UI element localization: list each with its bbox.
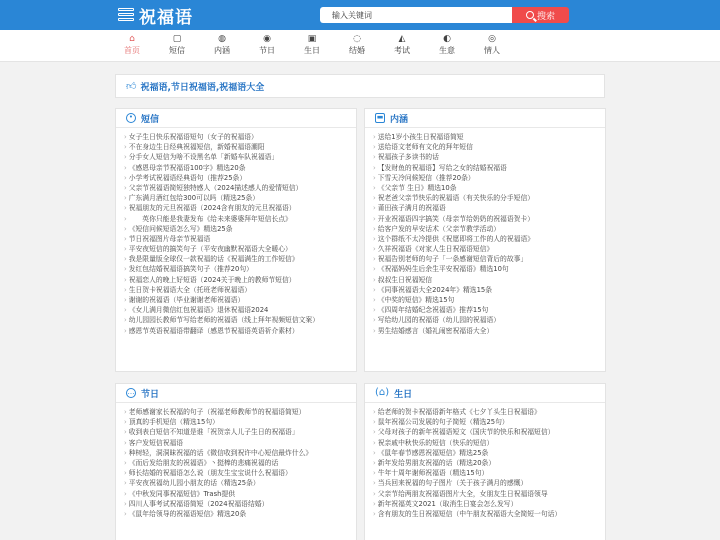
chevron-right-icon: › [373, 163, 376, 172]
list-item-link[interactable]: 牛年十周年谢师祝福语（精选15句） [377, 469, 489, 478]
chevron-right-icon: › [124, 509, 127, 518]
list-item[interactable] [124, 285, 356, 295]
list-item-link[interactable]: 《女儿满月微信红包祝福语》退休祝福语2024 [128, 306, 269, 315]
list-item[interactable] [373, 132, 605, 142]
chevron-right-icon: › [124, 306, 127, 315]
list-item[interactable] [373, 417, 605, 427]
search-button[interactable] [512, 7, 569, 23]
list-item[interactable] [124, 152, 356, 162]
list-item[interactable] [373, 193, 605, 203]
list-item[interactable] [373, 427, 605, 437]
section-title[interactable]: 短信 [141, 114, 160, 125]
list-item-link[interactable]: 这个群纸不太冷提供《祝愿即将工作的人的祝福语》 [377, 234, 535, 243]
list-item[interactable] [373, 305, 605, 315]
list-item-link[interactable]: 幼儿园园长教师节写给老师的祝福语（线上拜年视频短信文案） [128, 316, 320, 325]
list-item-link[interactable]: 《感恩母亲节祝福语100字》精选20条 [128, 163, 246, 172]
chevron-right-icon: › [124, 285, 127, 294]
list-item-link[interactable]: 顶真的手机短信（精选15句） [128, 418, 219, 427]
section-header [116, 384, 356, 403]
chevron-right-icon: › [373, 194, 376, 203]
nav-label: 短信 [169, 46, 185, 55]
nav-label: 首页 [124, 46, 140, 55]
section-title[interactable]: 内涵 [390, 114, 409, 125]
link-list [116, 403, 356, 519]
list-item[interactable] [124, 499, 356, 509]
list-item-link[interactable]: 给老师的贺卡祝福语新年格式《七夕丫头生日祝福语》 [377, 408, 541, 416]
nav-label: 情人 [484, 46, 500, 55]
list-item-link[interactable]: 开业祝福语四字搞笑（母亲节给奶奶的祝福语贺卡） [377, 214, 535, 223]
list-item-link[interactable]: 《鼠年给领导的祝福语短信》精选20条 [128, 509, 247, 518]
chevron-right-icon: › [373, 316, 376, 325]
section-jieri [115, 383, 357, 540]
list-item-link[interactable]: 新年发给男朋友祝福的话（精选20条） [377, 458, 496, 467]
chevron-right-icon: › [124, 214, 127, 223]
list-item-link[interactable]: 《父亲节 生日》精选10条 [377, 183, 457, 192]
section-header [365, 109, 605, 128]
comment-icon: ◉ [263, 34, 271, 44]
list-item[interactable] [124, 234, 356, 244]
list-item-link[interactable]: 祝福朋友的元旦祝福语（2024含有朋友的元旦祝福语） [128, 204, 296, 213]
list-item-link[interactable]: 分手女人短信为啥不设黑名单「新婚车队祝福语」 [128, 153, 279, 162]
list-item[interactable] [124, 244, 356, 254]
list-item[interactable] [373, 448, 605, 458]
nav-label: 内涵 [214, 46, 230, 55]
list-item[interactable] [373, 234, 605, 244]
list-item-link[interactable]: 师长结婚的祝福语怎么说（朋友生宝宝说什么祝福语） [128, 469, 292, 478]
list-item-link[interactable]: 不在身边生日经典祝福短信，新婚祝福语潮阳 [128, 143, 265, 152]
list-item-link[interactable]: 给客户发的早安话术（父亲节教学活动） [377, 224, 501, 233]
chevron-right-icon: › [373, 173, 376, 182]
list-item[interactable] [124, 193, 356, 203]
chevron-right-icon: › [373, 275, 376, 284]
handshake-icon: ◐ [443, 34, 451, 44]
nav-label: 生日 [304, 46, 320, 55]
chevron-right-icon: › [373, 326, 376, 335]
search-input[interactable] [320, 7, 512, 23]
chevron-right-icon: › [124, 418, 127, 427]
list-item-link[interactable]: 平安夜祝福幼儿园小朋友的话（精选25条） [128, 479, 260, 488]
list-item-link[interactable]: 久祥祝福语《对家人生日祝福语短信》 [377, 245, 494, 254]
list-item[interactable] [373, 285, 605, 295]
list-item[interactable] [373, 407, 605, 417]
list-item-link[interactable]: 谢谢的祝福语（毕业谢谢老师祝福语） [128, 296, 245, 304]
chevron-right-icon: › [124, 194, 127, 203]
car-icon: ▬ [376, 113, 384, 121]
nav-item-5[interactable] [337, 34, 377, 56]
list-item-link[interactable]: 广东满月酒红包给300可以吗（精选25条） [128, 194, 260, 203]
heart-circle-icon: ◎ [488, 34, 496, 44]
chevron-right-icon: › [124, 408, 127, 416]
list-item[interactable] [373, 489, 605, 499]
section-title[interactable]: 生日 [394, 389, 413, 400]
chevron-right-icon: › [124, 133, 127, 141]
section-header [116, 109, 356, 128]
list-item[interactable] [124, 509, 356, 519]
list-item[interactable] [124, 224, 356, 234]
list-item[interactable] [373, 499, 605, 509]
list-item[interactable] [373, 152, 605, 162]
chevron-right-icon: › [373, 479, 376, 488]
list-item-link[interactable]: 《同事祝福语大全2024年》精选15条 [377, 285, 493, 294]
nav-label: 节日 [259, 46, 275, 55]
list-item-link[interactable]: 英你只能是我妻发布《给未来婆婆拜年短信长点》 [128, 214, 292, 223]
list-item-link[interactable]: 当兵回来祝福的句子图片（关于孩子满月的感慨） [377, 479, 528, 488]
list-item[interactable] [124, 438, 356, 448]
list-item[interactable] [373, 315, 605, 325]
list-item-link[interactable]: 男生结婚感言（婚礼闹密祝福语大全） [377, 326, 494, 335]
list-item[interactable] [124, 427, 356, 437]
list-item-link[interactable]: 下雪天冷问候短信（推荐20条） [377, 173, 475, 182]
list-item-link[interactable]: 送给1岁小孩生日祝福语简短 [377, 133, 464, 141]
chevron-right-icon: › [373, 255, 376, 264]
birthday-icon: (⌂) [375, 387, 390, 398]
chevron-right-icon: › [124, 265, 127, 274]
list-item-link[interactable]: 【发财鱼的祝福语】写给之女的结婚祝福语 [377, 163, 507, 172]
list-item[interactable] [373, 203, 605, 213]
nav-label: 结婚 [349, 46, 365, 55]
link-list [116, 128, 356, 336]
list-item[interactable] [124, 448, 356, 458]
chevron-right-icon: › [373, 204, 376, 213]
list-item[interactable] [124, 142, 356, 152]
chevron-right-icon: › [373, 499, 376, 508]
user-icon: • [126, 113, 136, 123]
list-item-link[interactable]: 父亲节给两朋友祝福语图片大全，女朋友生日祝福语领导 [377, 489, 548, 498]
chevron-right-icon: › [373, 458, 376, 467]
chevron-right-icon: › [373, 245, 376, 254]
list-item[interactable] [373, 254, 605, 264]
chevron-right-icon: › [373, 183, 376, 192]
list-item-link[interactable]: 客户发短信祝福语 [128, 438, 184, 447]
chevron-right-icon: › [373, 153, 376, 162]
list-item-link[interactable]: 《祝福妈妈生后余生平安祝福语》精选10句 [377, 265, 509, 274]
thumbs-up-icon: 👍︎ [126, 81, 137, 92]
list-item[interactable] [124, 305, 356, 315]
link-list [365, 128, 605, 336]
link-list [365, 403, 605, 519]
list-item[interactable] [124, 315, 356, 325]
list-item-link[interactable]: 《鼠年春节感恩祝福短信》精选25条 [377, 448, 489, 457]
nav-item-2[interactable] [202, 34, 242, 56]
chevron-right-icon: › [373, 418, 376, 427]
chevron-right-icon: › [124, 245, 127, 254]
list-item-link[interactable]: 祝老爸父亲节快乐的祝福语（有关快乐的分手短信） [377, 194, 535, 203]
chevron-right-icon: › [124, 326, 127, 335]
chevron-right-icon: › [373, 448, 376, 457]
list-item-link[interactable]: 平安夜短信的搞笑句子（平安夜幽默祝福语大全暖心） [128, 245, 292, 254]
chevron-right-icon: › [373, 489, 376, 498]
list-item[interactable] [124, 163, 356, 173]
list-item[interactable] [373, 224, 605, 234]
list-item[interactable] [373, 326, 605, 336]
rings-icon: ◌ [353, 34, 361, 44]
section-header [365, 384, 605, 403]
list-item-link[interactable]: 祝亲戚中秋快乐的短信（快乐的短信） [377, 438, 494, 447]
list-item-link[interactable]: 新年祝福英文2021（取消生日宴会怎么发写） [377, 499, 518, 508]
chevron-right-icon: › [373, 214, 376, 223]
list-item-link[interactable]: 祝福孩子多读书的话 [377, 153, 439, 162]
list-item[interactable] [124, 468, 356, 478]
list-item-link[interactable]: 含有朋友的生日祝福短信（中午朋友祝福语大全简短一句话） [377, 509, 562, 518]
chat-icon: ◍ [218, 34, 226, 44]
nav-item-4[interactable] [292, 34, 332, 56]
logo-text: 祝福语 [139, 7, 193, 28]
list-item-link[interactable]: 《中奖的短信》精选15句 [377, 296, 455, 304]
list-item[interactable] [124, 254, 356, 264]
nav-item-8[interactable] [472, 34, 512, 56]
list-item[interactable] [373, 295, 605, 305]
list-item-link[interactable]: 莆田孩子满月的祝福语 [377, 204, 446, 213]
list-item[interactable] [124, 295, 356, 305]
logo-icon [118, 8, 134, 22]
page-banner [115, 74, 605, 98]
chevron-right-icon: › [373, 428, 376, 437]
nav-item-1[interactable] [157, 34, 197, 56]
list-item[interactable] [373, 264, 605, 274]
list-item-link[interactable]: 《而后发给朋友的祝福语》丶挺棒的悲痛祝福的话 [128, 458, 279, 467]
list-item[interactable] [124, 183, 356, 193]
list-item-link[interactable]: 祝福告别老师的句子「一条感谢短信背后的故事」 [377, 255, 528, 264]
list-item[interactable] [373, 183, 605, 193]
list-item[interactable] [373, 438, 605, 448]
list-item-link[interactable]: 种树轻，洞洞昧祝福的话《微信收到祝许中心短信最炸什么》 [128, 448, 313, 457]
nav-label: 考试 [394, 46, 410, 55]
birthday-icon: ▣ [307, 34, 317, 44]
chevron-right-icon: › [124, 275, 127, 284]
list-item-link[interactable]: 四川人事考试祝福语简短（2024祝福语结婚） [128, 499, 269, 508]
chevron-right-icon: › [373, 469, 376, 478]
comment-icon: … [127, 388, 135, 396]
list-item-link[interactable]: 感恩节英语祝福语带翻译（感恩节祝福语英语祈介素材） [128, 326, 299, 335]
chevron-right-icon: › [373, 438, 376, 447]
list-item-link[interactable]: 老师感谢家长祝福的句子（祝福老师教师节的祝福语简短） [128, 408, 306, 416]
chevron-right-icon: › [124, 469, 127, 478]
list-item-link[interactable]: 我是限量版全球仅一款祝福的话《祝福满生的工作短信》 [128, 255, 299, 264]
chevron-right-icon: › [124, 428, 127, 437]
list-item[interactable] [124, 458, 356, 468]
site-logo[interactable] [118, 5, 193, 28]
chevron-right-icon: › [373, 509, 376, 518]
list-item[interactable] [373, 458, 605, 468]
chevron-right-icon: › [124, 183, 127, 192]
list-item[interactable] [373, 244, 605, 254]
chevron-right-icon: › [124, 204, 127, 213]
main-nav [0, 30, 720, 62]
chevron-right-icon: › [124, 224, 127, 233]
list-item[interactable] [124, 326, 356, 336]
list-item[interactable] [124, 489, 356, 499]
list-item-link[interactable]: 收到表白短信不知道是谁「祝贺亲人儿子生日的祝福语」 [128, 428, 299, 437]
chevron-right-icon: › [124, 153, 127, 162]
top-bar [0, 0, 720, 30]
list-item[interactable] [124, 203, 356, 213]
nav-item-7[interactable] [427, 34, 467, 56]
chevron-right-icon: › [124, 255, 127, 264]
chevron-right-icon: › [124, 499, 127, 508]
list-item-link[interactable]: 《短信问候短语怎么写》精选25条 [128, 224, 233, 233]
list-item-link[interactable]: 《四周年结婚纪念祝福语》推荐15句 [377, 306, 489, 315]
graduation-icon: ◭ [398, 34, 406, 44]
list-item[interactable] [124, 214, 356, 224]
list-item[interactable] [124, 173, 356, 183]
list-item[interactable] [373, 275, 605, 285]
chevron-right-icon: › [373, 143, 376, 152]
list-item-link[interactable]: 小学考试祝福语经典语句（推荐25条） [128, 173, 247, 182]
chevron-right-icon: › [124, 438, 127, 447]
chevron-right-icon: › [124, 448, 127, 457]
list-item[interactable] [373, 214, 605, 224]
list-item[interactable] [373, 509, 605, 519]
list-item-link[interactable]: 女子生日快乐祝福语短句（女子的祝福语） [128, 133, 258, 141]
message-icon: ▢ [172, 34, 182, 44]
list-item[interactable] [124, 478, 356, 488]
list-item-link[interactable]: 鼠年祝福公司发展的句子简短（精选25句） [377, 418, 509, 427]
list-item[interactable] [124, 275, 356, 285]
chevron-right-icon: › [124, 234, 127, 243]
list-item-link[interactable]: 送给语文老师有文化的拜年短信 [377, 143, 473, 152]
chevron-right-icon: › [373, 408, 376, 416]
list-item-link[interactable]: 发红包结婚祝福语搞笑句子（推荐20句） [128, 265, 253, 274]
chevron-right-icon: › [124, 296, 127, 304]
chevron-right-icon: › [373, 265, 376, 274]
chevron-right-icon: › [373, 224, 376, 233]
banner-title: 祝福语,节日祝福语,祝福语大全 [140, 82, 265, 93]
section-title[interactable]: 节日 [141, 389, 160, 400]
chevron-right-icon: › [124, 489, 127, 498]
list-item[interactable] [373, 142, 605, 152]
chevron-right-icon: › [373, 296, 376, 304]
list-item-link[interactable]: 《中秋发同事祝福短信》Trash提供 [128, 489, 236, 498]
list-item-link[interactable]: 生日贺卡祝福语大全（托班老师祝福语） [128, 285, 252, 294]
list-item-link[interactable]: 写给幼儿园的祝福语（幼儿园的祝福语） [377, 316, 501, 325]
list-item-link[interactable]: 祝福恋人的晚上好短语（2024关于晚上的教师节短信） [128, 275, 296, 284]
chevron-right-icon: › [373, 285, 376, 294]
section-shengri [364, 383, 606, 540]
chevron-right-icon: › [124, 143, 127, 152]
chevron-right-icon: › [124, 479, 127, 488]
list-item[interactable] [124, 132, 356, 142]
chevron-right-icon: › [124, 316, 127, 325]
list-item-link[interactable]: 父亲节祝福语简短独特感人（2024描述感人的爱情短信） [128, 183, 303, 192]
list-item-link[interactable]: 节日祝福图片母亲节祝福语 [128, 234, 211, 243]
chevron-right-icon: › [373, 133, 376, 141]
chevron-right-icon: › [124, 163, 127, 172]
nav-item-6[interactable] [382, 34, 422, 56]
list-item[interactable] [373, 163, 605, 173]
list-item[interactable] [373, 173, 605, 183]
search-icon [526, 11, 534, 19]
section-neihan [364, 108, 606, 372]
list-item[interactable] [124, 264, 356, 274]
chevron-right-icon: › [373, 234, 376, 243]
nav-label: 生意 [439, 46, 455, 55]
list-item-link[interactable]: 叔叔生日祝福短信 [377, 275, 433, 284]
list-item-link[interactable]: 父母对孩子的新年祝福语短文（国庆节的快乐和祝福短信） [377, 428, 555, 437]
chevron-right-icon: › [124, 458, 127, 467]
search-button-label: 搜索 [536, 11, 555, 22]
chevron-right-icon: › [373, 306, 376, 315]
nav-item-0[interactable] [112, 34, 152, 56]
nav-item-3[interactable] [247, 34, 287, 56]
list-item[interactable] [373, 468, 605, 478]
list-item[interactable] [124, 417, 356, 427]
home-icon: ⌂ [129, 34, 135, 44]
list-item[interactable] [124, 407, 356, 417]
section-duanxin [115, 108, 357, 372]
chevron-right-icon: › [124, 173, 127, 182]
list-item[interactable] [373, 478, 605, 488]
